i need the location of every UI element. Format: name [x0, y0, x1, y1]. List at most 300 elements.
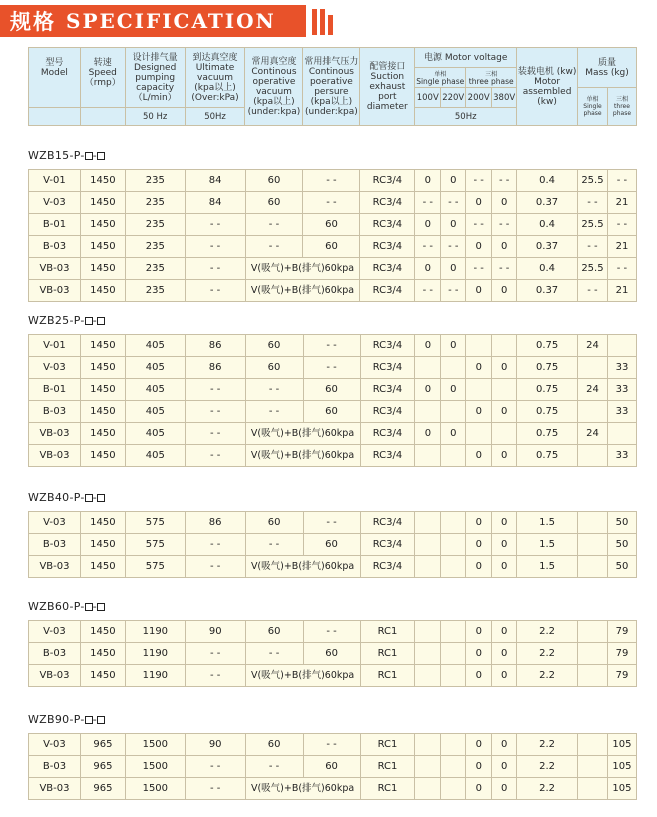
table-cell: V(吸气)+B(排气)60kpa	[245, 556, 360, 578]
table-cell: 0	[492, 778, 517, 800]
table-cell: 0	[466, 401, 492, 423]
table-cell: 1450	[80, 357, 125, 379]
table-cell	[441, 665, 466, 687]
table-cell: - -	[607, 214, 636, 236]
table-cell: 25.5	[577, 258, 607, 280]
table-cell: 1190	[125, 643, 185, 665]
placeholder-box-icon	[85, 317, 93, 325]
table-cell: 0	[466, 643, 492, 665]
group-title-prefix: WZB40-P-	[28, 491, 85, 504]
table-cell: - -	[185, 401, 245, 423]
table-cell	[441, 734, 466, 756]
table-cell: RC1	[360, 643, 415, 665]
table-cell	[578, 734, 608, 756]
table-cell: 1500	[125, 778, 185, 800]
table-cell	[492, 423, 517, 445]
placeholder-box-icon	[85, 494, 93, 502]
table-cell: 1.5	[517, 534, 578, 556]
table-cell	[415, 621, 441, 643]
table-cell: 0.75	[517, 401, 578, 423]
table-cell: - -	[185, 379, 245, 401]
header-ultimate-freq: 50Hz	[185, 108, 245, 126]
header-voltage: 电源 Motor voltage	[415, 48, 517, 68]
table-row	[29, 236, 637, 258]
header-capacity: 设计排气量 Designed pumping capacity （L/min）	[125, 48, 185, 108]
table-cell: 0	[492, 556, 517, 578]
group-title	[28, 713, 105, 726]
table-cell: 0	[415, 214, 441, 236]
table-cell: 0	[415, 423, 441, 445]
group-title	[28, 149, 105, 162]
table-cell: RC1	[360, 665, 415, 687]
table-cell	[441, 512, 466, 534]
table-cell: RC3/4	[360, 280, 415, 302]
group-title-separator: -	[92, 491, 97, 504]
table-cell: RC3/4	[360, 170, 415, 192]
table-cell: - -	[303, 621, 360, 643]
table-cell: 25.5	[577, 214, 607, 236]
table-row	[29, 170, 637, 192]
table-cell: 0	[466, 734, 492, 756]
table-cell: - -	[245, 214, 303, 236]
table-cell: - -	[185, 665, 245, 687]
table-cell: 1450	[80, 556, 125, 578]
header-port: 配管接口 Suction exhaust port diameter	[360, 48, 415, 126]
table-cell: - -	[441, 192, 466, 214]
table-cell: - -	[185, 258, 245, 280]
table-cell	[441, 643, 466, 665]
table-cell: 79	[607, 621, 636, 643]
table-cell: V-03	[29, 357, 81, 379]
table-cell: 84	[185, 192, 245, 214]
table-cell: 0	[492, 192, 517, 214]
table-cell	[441, 556, 466, 578]
table-cell: B-01	[29, 379, 81, 401]
table-cell: 0	[415, 170, 441, 192]
table-cell: 0	[466, 236, 492, 258]
table-cell	[492, 379, 517, 401]
table-cell: RC3/4	[360, 445, 415, 467]
header-100v: 100V	[415, 88, 441, 108]
table-cell: 0	[466, 534, 492, 556]
table-cell: 0	[441, 335, 466, 357]
table-cell: - -	[492, 170, 517, 192]
table-cell: 0.75	[517, 357, 578, 379]
group-title-prefix: WZB90-P-	[28, 713, 85, 726]
spec-header-table	[28, 47, 637, 126]
table-cell	[415, 556, 441, 578]
table-cell: B-03	[29, 534, 81, 556]
header-mass-single: 单相 Single phase	[578, 88, 608, 126]
table-cell: - -	[245, 401, 303, 423]
header-speed: 转速 Speed （rmp）	[80, 48, 125, 108]
table-cell	[578, 778, 608, 800]
table-cell: V-03	[29, 734, 81, 756]
table-cell: 0.37	[517, 192, 578, 214]
table-cell: 60	[303, 643, 360, 665]
table-cell: 105	[607, 756, 636, 778]
table-cell: 105	[607, 778, 636, 800]
table-cell: - -	[303, 512, 360, 534]
table-cell: 0.75	[517, 379, 578, 401]
table-cell: RC3/4	[360, 357, 415, 379]
table-cell: - -	[303, 734, 360, 756]
group-title-separator: -	[92, 149, 97, 162]
table-cell: 0.75	[517, 445, 578, 467]
table-cell: 2.2	[517, 756, 578, 778]
table-cell: 1450	[80, 534, 125, 556]
table-cell: 1190	[125, 665, 185, 687]
table-row	[29, 665, 637, 687]
table-cell: 0	[415, 379, 441, 401]
table-cell: RC3/4	[360, 556, 415, 578]
table-cell: 0	[492, 357, 517, 379]
table-row	[29, 643, 637, 665]
table-cell: B-03	[29, 756, 81, 778]
table-cell	[415, 756, 441, 778]
table-cell: - -	[415, 192, 441, 214]
table-cell: - -	[415, 236, 441, 258]
table-cell	[578, 621, 608, 643]
table-cell: 1450	[80, 401, 125, 423]
spec-group-table	[28, 733, 637, 800]
table-cell: 60	[303, 401, 360, 423]
table-cell	[578, 643, 608, 665]
table-cell: 1450	[80, 423, 125, 445]
table-cell: 0	[492, 236, 517, 258]
table-cell: 0	[466, 357, 492, 379]
table-cell: V-03	[29, 621, 81, 643]
table-cell	[415, 778, 441, 800]
table-cell: - -	[303, 335, 360, 357]
table-cell: 0.75	[517, 335, 578, 357]
table-cell: RC3/4	[360, 512, 415, 534]
table-cell: - -	[185, 236, 245, 258]
table-cell: 60	[245, 621, 303, 643]
table-cell: 60	[245, 512, 303, 534]
table-cell: 0	[492, 621, 517, 643]
header-capacity-freq: 50 Hz	[125, 108, 185, 126]
table-cell: B-03	[29, 643, 81, 665]
table-cell: RC3/4	[360, 534, 415, 556]
table-cell: 86	[185, 335, 245, 357]
table-cell: V(吸气)+B(排气)60kpa	[245, 280, 360, 302]
header-ultimate: 到达真空度 Ultimate vacuum (kpa以上) (Over:kPa)	[185, 48, 245, 108]
placeholder-box-icon	[97, 152, 105, 160]
table-cell: 2.2	[517, 734, 578, 756]
table-cell: 60	[245, 192, 303, 214]
table-row	[29, 379, 637, 401]
table-cell: 0	[492, 512, 517, 534]
table-cell	[578, 756, 608, 778]
table-cell	[441, 621, 466, 643]
table-cell	[415, 734, 441, 756]
table-cell: 0.4	[517, 258, 578, 280]
header-model: 型号 Model	[29, 48, 81, 108]
table-cell: 33	[607, 379, 636, 401]
table-cell: V-01	[29, 170, 81, 192]
title-cn: 规格	[10, 10, 56, 34]
table-cell: 235	[125, 170, 185, 192]
placeholder-box-icon	[97, 603, 105, 611]
table-cell: - -	[607, 170, 636, 192]
table-cell	[415, 512, 441, 534]
table-cell: 405	[125, 445, 185, 467]
table-cell	[441, 778, 466, 800]
table-cell: 0.4	[517, 214, 578, 236]
table-cell: 1450	[80, 280, 125, 302]
header-200v: 200V	[466, 88, 492, 108]
table-row	[29, 621, 637, 643]
table-cell: 50	[607, 512, 636, 534]
table-cell	[415, 401, 441, 423]
table-cell: 105	[607, 734, 636, 756]
table-cell: 0	[492, 401, 517, 423]
table-cell: 24	[578, 379, 608, 401]
header-220v: 220V	[441, 88, 466, 108]
table-cell: 90	[185, 621, 245, 643]
table-row	[29, 756, 637, 778]
title-stripes-decoration	[312, 9, 333, 35]
table-cell: 0	[441, 379, 466, 401]
table-row	[29, 423, 637, 445]
table-cell: RC3/4	[360, 192, 415, 214]
header-mass: 质量 Mass (kg)	[578, 48, 637, 88]
table-cell: 86	[185, 357, 245, 379]
table-cell	[578, 556, 608, 578]
spec-group-table	[28, 334, 637, 467]
table-cell: 0	[466, 512, 492, 534]
table-cell: 0	[466, 756, 492, 778]
table-cell: - -	[303, 192, 360, 214]
table-cell: 84	[185, 170, 245, 192]
table-cell: B-03	[29, 401, 81, 423]
header-exhaust: 常用排气压力 Continous poerative persure (kpa以上) (under:kpa)	[303, 48, 360, 126]
group-title	[28, 600, 105, 613]
table-cell: 0	[441, 170, 466, 192]
table-cell: 90	[185, 734, 245, 756]
table-cell: 1450	[80, 236, 125, 258]
table-cell: 60	[303, 214, 360, 236]
table-cell: 33	[607, 445, 636, 467]
table-cell: V(吸气)+B(排气)60kpa	[245, 445, 360, 467]
table-cell: VB-03	[29, 445, 81, 467]
group-title-prefix: WZB15-P-	[28, 149, 85, 162]
table-cell: 405	[125, 401, 185, 423]
table-cell: 235	[125, 280, 185, 302]
table-cell: 50	[607, 534, 636, 556]
page-title-bar	[0, 5, 306, 37]
table-cell: 965	[80, 756, 125, 778]
placeholder-box-icon	[97, 317, 105, 325]
table-cell: - -	[245, 643, 303, 665]
table-cell: 0	[415, 335, 441, 357]
table-cell: RC3/4	[360, 379, 415, 401]
table-cell: 60	[303, 379, 360, 401]
table-cell: - -	[466, 170, 492, 192]
table-cell: 79	[607, 665, 636, 687]
table-cell	[415, 534, 441, 556]
table-cell: - -	[466, 214, 492, 236]
table-cell	[415, 643, 441, 665]
table-cell: 1450	[80, 192, 125, 214]
table-cell: 25.5	[577, 170, 607, 192]
table-cell: 0	[492, 445, 517, 467]
table-cell: 0.37	[517, 236, 578, 258]
table-cell: 235	[125, 258, 185, 280]
table-cell: V-01	[29, 335, 81, 357]
table-cell: 60	[303, 534, 360, 556]
table-cell	[578, 512, 608, 534]
table-cell	[415, 665, 441, 687]
table-cell: 79	[607, 643, 636, 665]
table-cell	[415, 445, 441, 467]
table-cell: B-03	[29, 236, 81, 258]
placeholder-box-icon	[85, 152, 93, 160]
group-title-prefix: WZB25-P-	[28, 314, 85, 327]
table-cell: 33	[607, 357, 636, 379]
table-cell: RC1	[360, 778, 415, 800]
table-cell: 60	[303, 236, 360, 258]
table-cell: 0	[492, 643, 517, 665]
table-cell: 0	[441, 214, 466, 236]
table-cell: - -	[185, 756, 245, 778]
table-cell: 1500	[125, 756, 185, 778]
table-cell: V(吸气)+B(排气)60kpa	[245, 778, 360, 800]
table-cell	[441, 756, 466, 778]
spec-group-table	[28, 511, 637, 578]
table-cell: 2.2	[517, 643, 578, 665]
title-en: SPECIFICATION	[66, 9, 276, 33]
table-row	[29, 357, 637, 379]
header-operative: 常用真空度 Continous operative vacuum (kpa以上) (under:kpa)	[245, 48, 303, 126]
table-cell: 1450	[80, 170, 125, 192]
table-cell: - -	[466, 258, 492, 280]
table-cell: 60	[245, 734, 303, 756]
table-cell: - -	[245, 534, 303, 556]
table-cell: 235	[125, 214, 185, 236]
table-cell: - -	[245, 756, 303, 778]
table-cell: 24	[578, 423, 608, 445]
table-row	[29, 534, 637, 556]
table-cell	[441, 534, 466, 556]
group-title-separator: -	[92, 314, 97, 327]
placeholder-box-icon	[97, 494, 105, 502]
table-cell: 0	[466, 778, 492, 800]
table-cell: 0	[415, 258, 441, 280]
table-cell: 2.2	[517, 778, 578, 800]
table-cell: - -	[185, 778, 245, 800]
table-cell	[578, 357, 608, 379]
table-cell: - -	[185, 445, 245, 467]
table-cell	[578, 445, 608, 467]
table-row	[29, 512, 637, 534]
table-cell	[466, 423, 492, 445]
table-cell: 965	[80, 778, 125, 800]
table-cell: 0	[441, 423, 466, 445]
table-cell: 235	[125, 192, 185, 214]
table-cell: - -	[185, 423, 245, 445]
table-cell: VB-03	[29, 556, 81, 578]
table-cell: V(吸气)+B(排气)60kpa	[245, 423, 360, 445]
table-cell	[607, 335, 636, 357]
table-cell: 86	[185, 512, 245, 534]
table-cell: RC3/4	[360, 236, 415, 258]
table-cell: - -	[245, 379, 303, 401]
header-mass-three: 三相 three phase	[607, 88, 636, 126]
table-cell: 1450	[80, 445, 125, 467]
table-row	[29, 556, 637, 578]
table-cell: 1500	[125, 734, 185, 756]
table-row	[29, 214, 637, 236]
table-cell: V(吸气)+B(排气)60kpa	[245, 665, 360, 687]
table-cell: 1450	[80, 335, 125, 357]
table-cell: 2.2	[517, 621, 578, 643]
group-title-separator: -	[92, 713, 97, 726]
table-cell: 965	[80, 734, 125, 756]
table-cell: 0.4	[517, 170, 578, 192]
table-cell	[578, 665, 608, 687]
table-cell: RC1	[360, 621, 415, 643]
table-cell	[466, 335, 492, 357]
table-cell: 0.37	[517, 280, 578, 302]
table-cell: 21	[607, 192, 636, 214]
table-cell: - -	[185, 214, 245, 236]
table-cell: 575	[125, 512, 185, 534]
table-cell: 1.5	[517, 512, 578, 534]
table-cell: 1190	[125, 621, 185, 643]
table-cell: - -	[441, 236, 466, 258]
table-row	[29, 778, 637, 800]
table-cell: - -	[303, 170, 360, 192]
header-model-blank	[29, 108, 81, 126]
table-cell: 575	[125, 556, 185, 578]
table-cell: 0	[466, 192, 492, 214]
table-cell: 21	[607, 236, 636, 258]
table-cell: - -	[245, 236, 303, 258]
table-row	[29, 734, 637, 756]
table-cell: - -	[185, 643, 245, 665]
table-cell: B-01	[29, 214, 81, 236]
table-cell: VB-03	[29, 423, 81, 445]
placeholder-box-icon	[85, 603, 93, 611]
table-cell: - -	[577, 236, 607, 258]
group-title	[28, 491, 105, 504]
table-cell: 0.75	[517, 423, 578, 445]
table-cell: VB-03	[29, 778, 81, 800]
table-cell: - -	[185, 280, 245, 302]
header-voltage-freq: 50Hz	[415, 108, 517, 126]
table-cell: 235	[125, 236, 185, 258]
table-cell: 1450	[80, 665, 125, 687]
table-cell	[492, 335, 517, 357]
table-cell: 0	[466, 665, 492, 687]
table-cell: 60	[245, 170, 303, 192]
table-row	[29, 192, 637, 214]
spec-group-table	[28, 169, 637, 302]
table-cell: 24	[578, 335, 608, 357]
table-cell: - -	[415, 280, 441, 302]
table-cell: 1.5	[517, 556, 578, 578]
table-cell: 33	[607, 401, 636, 423]
table-cell: V-03	[29, 192, 81, 214]
table-cell: RC3/4	[360, 423, 415, 445]
placeholder-box-icon	[85, 716, 93, 724]
table-row	[29, 335, 637, 357]
header-380v: 380V	[492, 88, 517, 108]
table-cell: 50	[607, 556, 636, 578]
table-cell: 1450	[80, 621, 125, 643]
